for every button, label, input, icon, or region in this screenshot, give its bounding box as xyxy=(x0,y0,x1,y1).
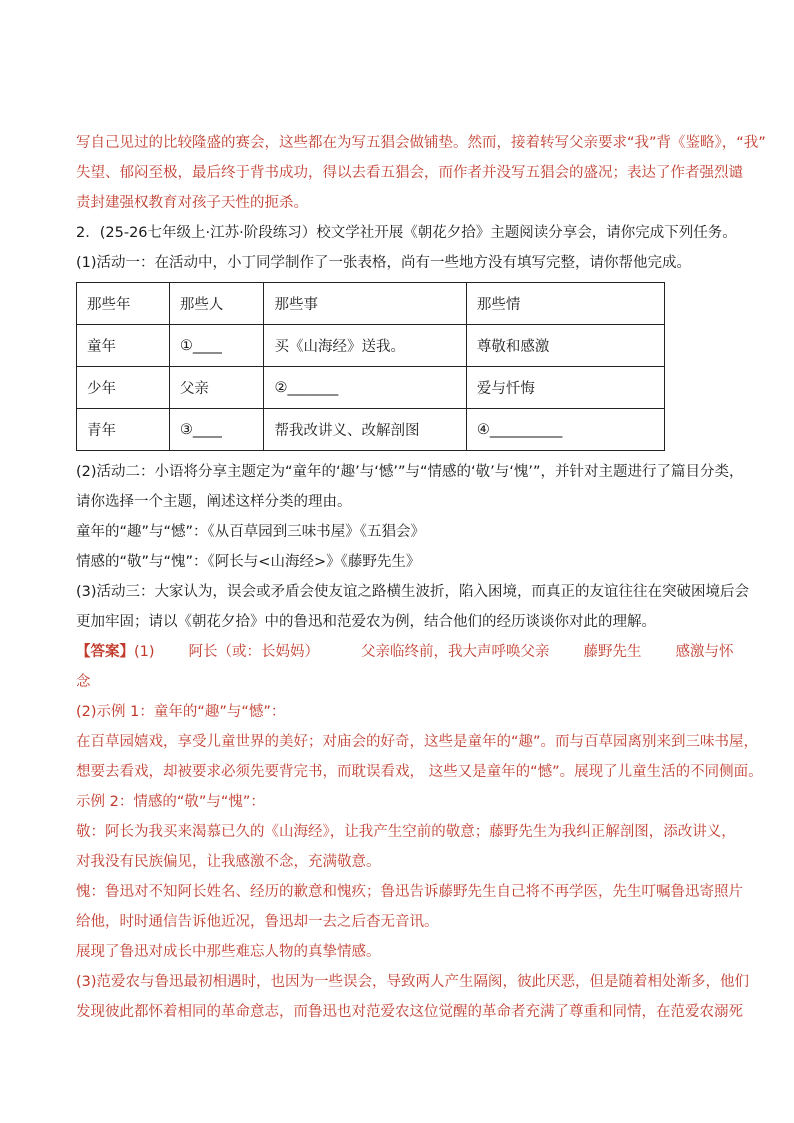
answer-item: 感激与怀 xyxy=(675,644,734,660)
answer2-line: 给他，时时通信告诉他近况，鲁迅却一去之后杳无音讯。 xyxy=(76,914,439,930)
answer2-line: 在百草园嬉戏，享受儿童世界的美好；对庙会的好奇，这些是童年的“趣”。而与百草园离别来到三味书屋， xyxy=(76,734,759,750)
question-title: 2．(25-26七年级上·江苏·阶段练习）校文学社开展《朝花夕拾》主题阅读分享会，请你完成下列任务。 xyxy=(76,225,737,241)
answer2-line: 愧：鲁迅对不知阿长姓名、经历的歉意和愧疚；鲁迅告诉藤野先生自己将不再学医，先生叮嘱鲁迅寄照片 xyxy=(76,884,743,900)
table-header-cell: 那些情 xyxy=(466,283,664,325)
activity2-line: 情感的“敬”与“愧”：《阿长与<山海经>》《藤野先生》 xyxy=(76,554,421,570)
answer2-line: 想要去看戏，却被要求必须先要背完书，而耽误看戏， 这些又是童年的“憾”。展现了儿童生活的不同侧面。 xyxy=(76,764,763,780)
answer2-line: 敬：阿长为我买来渴慕已久的《山海经》，让我产生空前的敬意；藤野先生为我纠正解剖图，添改讲义， xyxy=(76,824,736,840)
answer3-line: (3)范爱农与鲁迅最初相遇时，也因为一些误会，导致两人产生隔阂，彼此厌恶，但是随着相处渐多，他们 xyxy=(76,974,750,990)
answer-item: 父亲临终前，我大声呼唤父亲 xyxy=(361,644,550,660)
table-cell: ④__________ xyxy=(466,409,664,451)
info-table xyxy=(76,282,665,451)
activity2-line: 童年的“趣”与“憾”：《从百草园到三味书屋》《五猖会》 xyxy=(76,524,426,540)
table-cell: ②_______ xyxy=(264,367,466,409)
activity1-text: (1)活动一：在活动中，小丁同学制作了一张表格，尚有一些地方没有填写完整，请你帮他完成。 xyxy=(76,255,692,271)
table-row xyxy=(77,409,665,451)
table-header-cell: 那些年 xyxy=(77,283,170,325)
answer2-line: 示例 2：情感的“敬”与“愧”： xyxy=(76,794,265,810)
table-header-row xyxy=(77,283,665,325)
answer-item: 阿长（或：长妈妈） xyxy=(188,644,320,660)
activity2-line: (2)活动二：小语将分享主题定为“童年的‘趣’与‘憾’”与“情感的‘敬’与‘愧’”，并针对主题进行了篇目分类， xyxy=(76,464,744,480)
answer-item: 藤野先生 xyxy=(583,644,642,660)
table-cell: 尊敬和感激 xyxy=(466,325,664,367)
table-header-cell: 那些人 xyxy=(169,283,264,325)
answer-prefix: (1) xyxy=(134,644,155,660)
answer2-line: (2)示例 1：童年的“趣”与“憾”： xyxy=(76,704,286,720)
table-cell: 帮我改讲义、改解剖图 xyxy=(264,409,466,451)
activity3-line: 更加牢固；请以《朝花夕拾》中的鲁迅和范爱农为例，结合他们的经历谈谈你对此的理解。 xyxy=(76,614,656,630)
table-cell: 青年 xyxy=(77,409,170,451)
activity3-line: (3)活动三：大家认为，误会或矛盾会使友谊之路横生波折，陷入困境，而真正的友谊往往在突破困境后会 xyxy=(76,584,750,600)
table-cell: 童年 xyxy=(77,325,170,367)
table-cell: 买《山海经》送我。 xyxy=(264,325,466,367)
answer-wrap: 念 xyxy=(76,674,91,690)
intro-line: 责封建强权教育对孩子天性的扼杀。 xyxy=(76,195,308,211)
table-row xyxy=(77,367,665,409)
table-cell: ③____ xyxy=(169,409,264,451)
table-cell: ①____ xyxy=(169,325,264,367)
answer-line xyxy=(76,637,734,667)
intro-line: 失望、郁闷至极，最后终于背书成功，得以去看五猖会，而作者并没写五猖会的盛况；表达了作者强烈谴 xyxy=(76,165,743,181)
table-cell: 少年 xyxy=(77,367,170,409)
table-row xyxy=(77,325,665,367)
table-cell: 父亲 xyxy=(169,367,264,409)
activity2-line: 请你选择一个主题，阐述这样分类的理由。 xyxy=(76,494,352,510)
table-cell: 爱与忏悔 xyxy=(466,367,664,409)
intro-line: 写自己见过的比较隆盛的赛会，这些都在为写五猖会做铺垫。然而，接着转写父亲要求“我”背《鉴略》，“我” xyxy=(76,135,766,151)
answer3-line: 发现彼此都怀着相同的革命意志，而鲁迅也对范爱农这位觉醒的革命者充满了尊重和同情，在范爱农溺死 xyxy=(76,1004,743,1020)
document-content xyxy=(76,128,766,1027)
table-header-cell: 那些事 xyxy=(264,283,466,325)
answer2-line: 对我没有民族偏见，让我感激不念，充满敬意。 xyxy=(76,854,381,870)
answer-tag: 【答案】 xyxy=(76,644,134,660)
answer2-line: 展现了鲁迅对成长中那些难忘人物的真挚情感。 xyxy=(76,944,381,960)
